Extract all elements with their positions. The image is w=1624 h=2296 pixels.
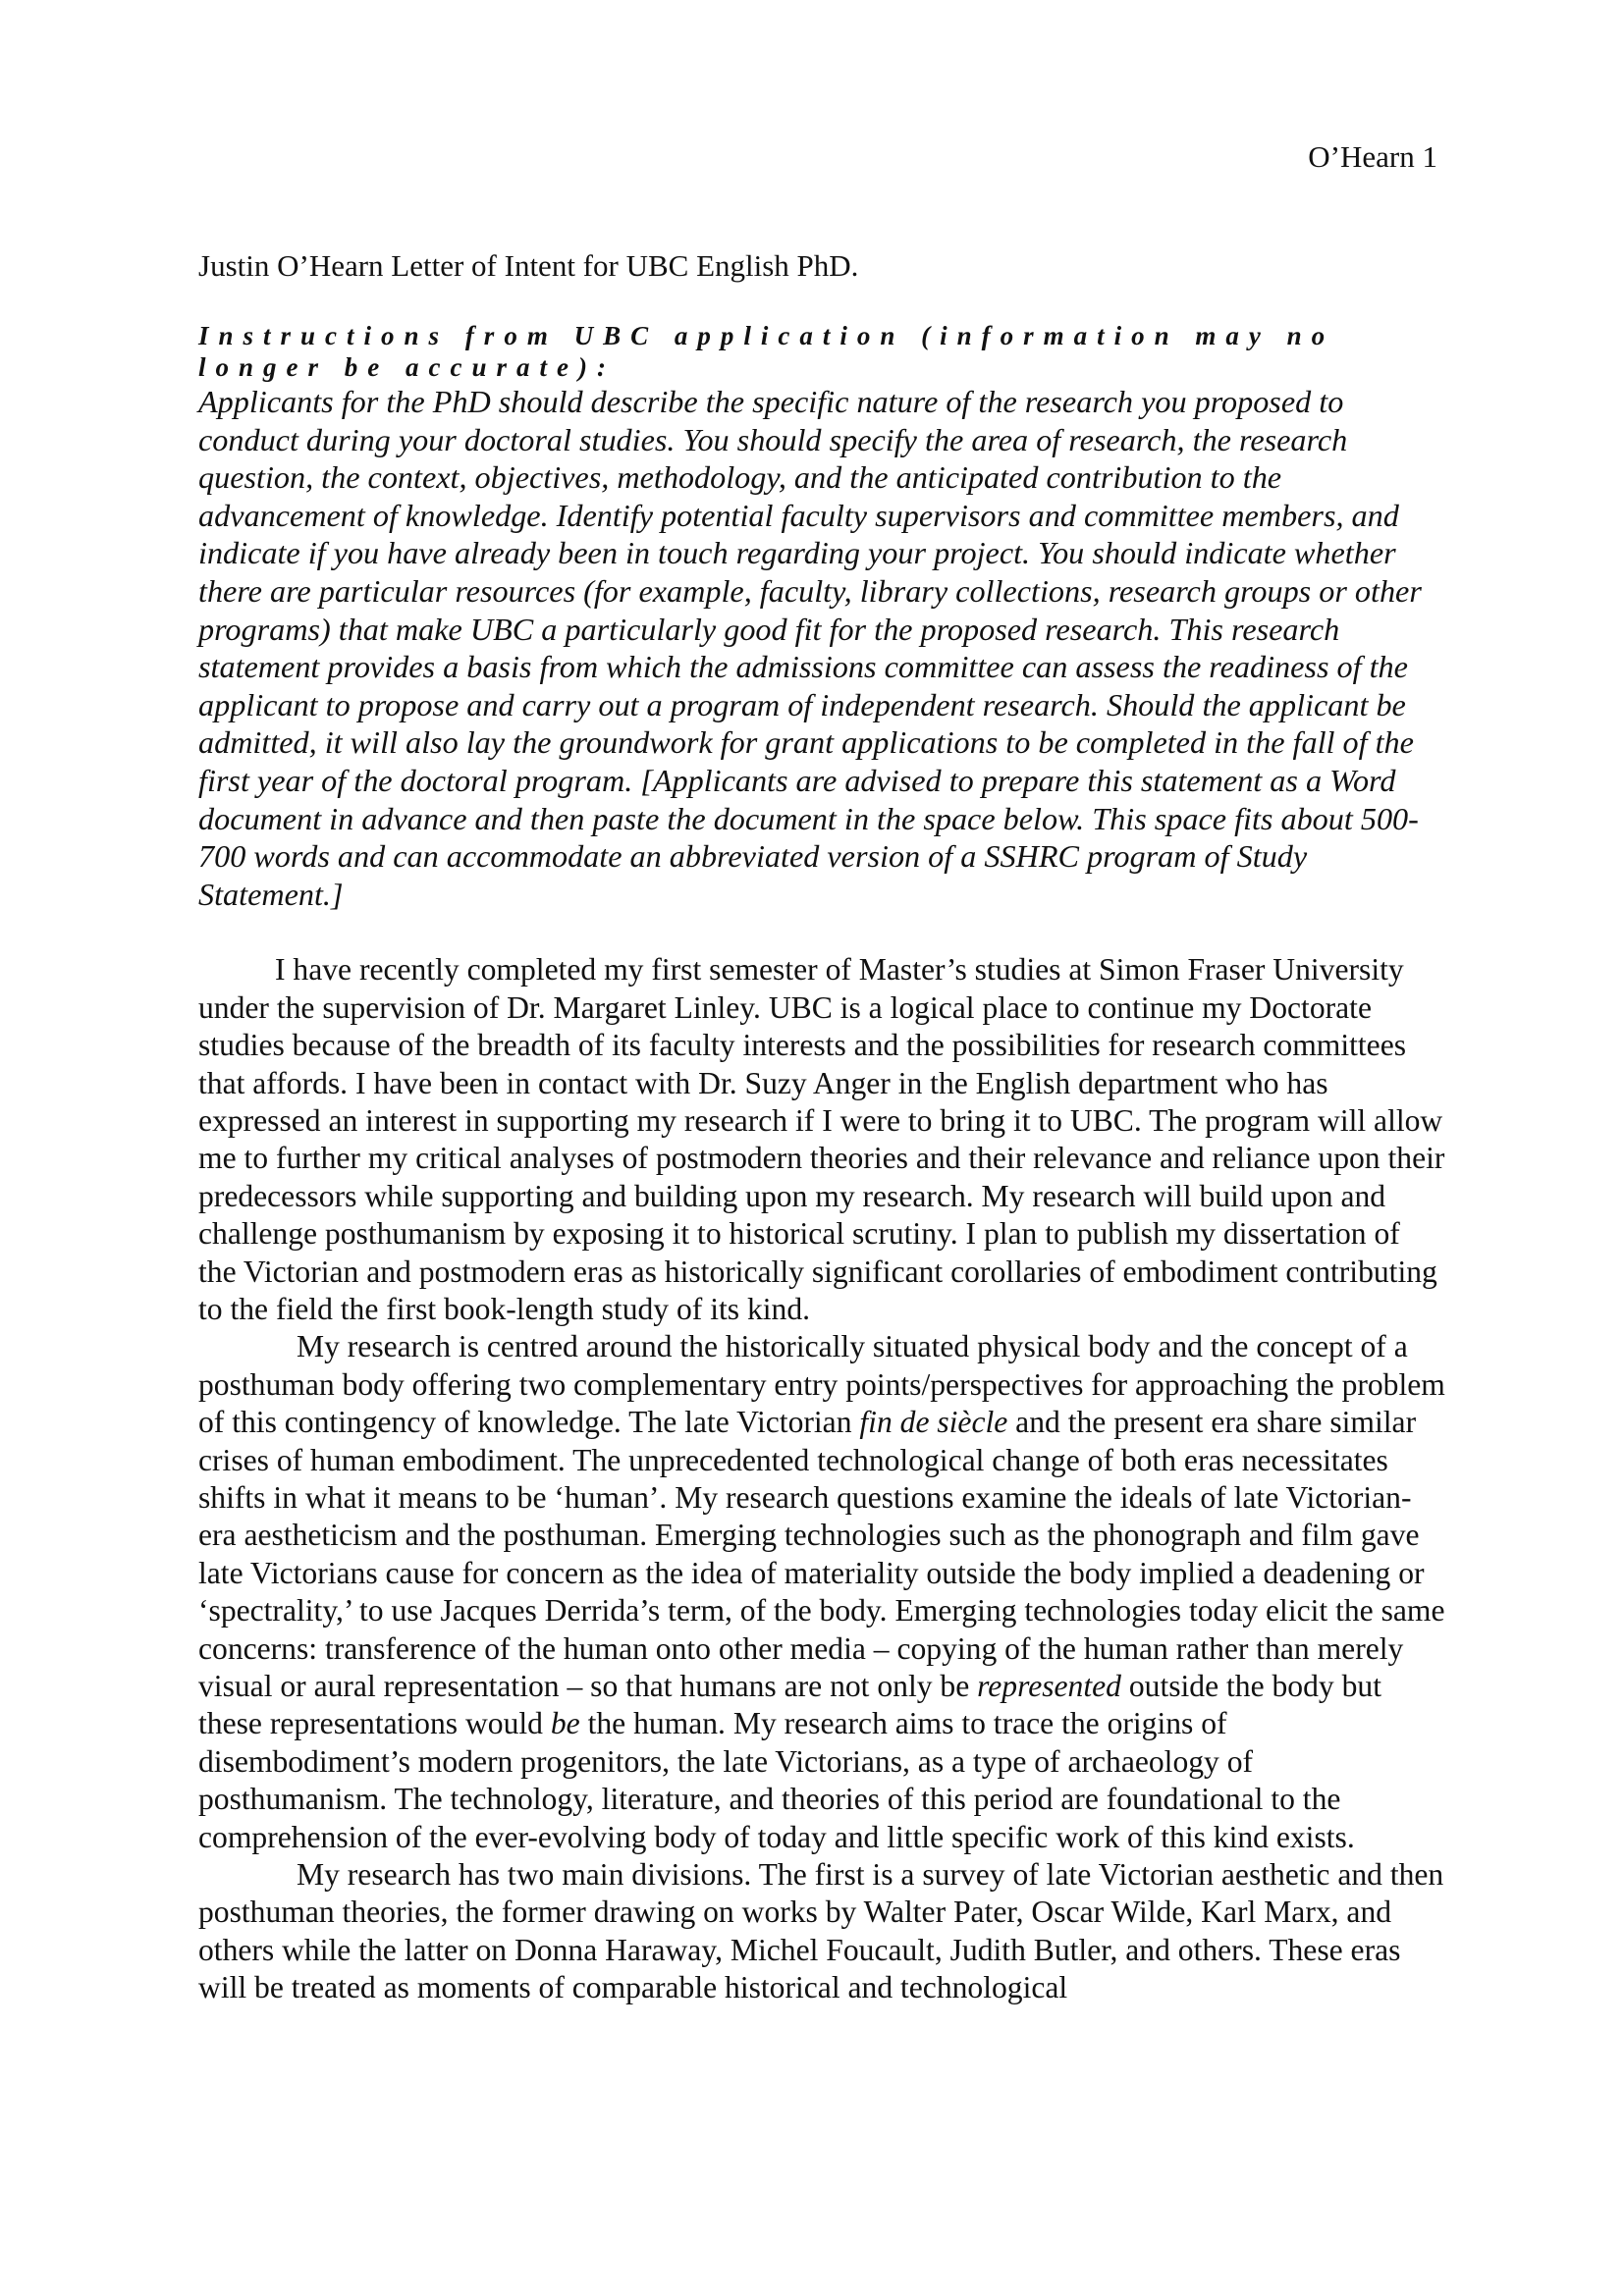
instructions-text: Applicants for the PhD should describe the specific nature of the research you proposed to conduct during your doctoral studies. You should specify the area of research, the research question, the context, objectives, methodology, and the anticipated contribution to the advancement of knowledge. Identify potential faculty supervisors and committee members, and indicate if you have already been in touch regarding your project. You should indicate whether there are particular resources (for example, faculty, library collections, research groups or other programs) that make UBC a particularly good fit for the proposed research. This research statement provides a basis from which the admissions committee can assess the readiness of the applicant to propose and carry out a program of independent research. Should the applicant be admitted, it will also lay the groundwork for grant applications to be completed in the fall of the first year of the doctoral program. [Applicants are advised to prepare this statement as a Word document in advance and then paste the document in the space below. This space fits about 500-700 words and can accommodate an abbreviated version of a SSHRC program of Study Statement.]	[198, 384, 1422, 912]
paragraph-2-italic-represented: represented	[977, 1669, 1121, 1704]
page-header-label: O’Hearn 1	[1308, 139, 1437, 174]
paragraph-2-italic-be: be	[550, 1706, 580, 1741]
paragraph-2-text-1: My research is centred around the historically situated physical body and the concept of a posthuman body offering two complementary entry points/perspectives for approaching the problem of this contingency of knowledge. The late Victorian	[198, 1329, 1445, 1440]
paragraph-2-text-3: outside the body but these representations would	[198, 1669, 1381, 1741]
paragraph-3: My research has two main divisions. The first is a survey of late Victorian aesthetic and then posthuman theories, the former drawing on works by Walter Pater, Oscar Wilde, Karl Marx, and others while the latter on Donna Haraway, Michel Foucault, Judith Butler, and others. These eras will be treated as moments of comparable historical and technological	[198, 1857, 1444, 2005]
paragraph-2-italic-fin-de-siecle: fin de siècle	[859, 1405, 1008, 1440]
paragraph-1: I have recently completed my first semester of Master’s studies at Simon Fraser University under the supervision of Dr. Margaret Linley. UBC is a logical place to continue my Doctorate studies because of the breadth of its faculty interests and the possibilities for research committees that affords. I have been in contact with Dr. Suzy Anger in the English department who has expressed an interest in supporting my research if I were to bring it to UBC. The program will allow me to further my critical analyses of postmodern theories and their relevance and reliance upon their predecessors while supporting and building upon my research. My research will build upon and challenge posthumanism by exposing it to historical scrutiny. I plan to publish my dissertation of the Victorian and postmodern eras as historically significant corollaries of embodiment contributing to the field the first book-length study of its kind.	[198, 952, 1445, 1326]
document-content	[198, 238, 1445, 2007]
letter-body	[198, 951, 1445, 2006]
instructions-heading: Instructions from UBC application (information may no longer be accurate):	[198, 321, 1335, 382]
document-title: Justin O’Hearn Letter of Intent for UBC English PhD.	[198, 248, 859, 283]
paragraph-2-text-2: and the present era share similar crises of human embodiment. The unprecedented technological change of both eras necessitates shifts in what it means to be ‘human’. My research questions examine the ideals of late Victorian-era aestheticism and the posthuman. Emerging technologies such as the phonograph and film gave late Victorians cause for concern as the idea of materiality outside the body implied a deadening or ‘spectrality,’ to use Jacques Derrida’s term, of the body. Emerging technologies today elicit the same concerns: transference of the human onto other media – copying of the human rather than merely visual or aural representation – so that humans are not only be	[198, 1405, 1445, 1704]
paragraph-2	[198, 1328, 1445, 1856]
paragraph-2-text-4: the human. My research aims to trace the origins of disembodiment’s modern progenitors, the late Victorians, as a type of archaeology of posthumanism. The technology, literature, and theories of this period are foundational to the comprehension of the ever-evolving body of today and little specific work of this kind exists.	[198, 1706, 1355, 1854]
